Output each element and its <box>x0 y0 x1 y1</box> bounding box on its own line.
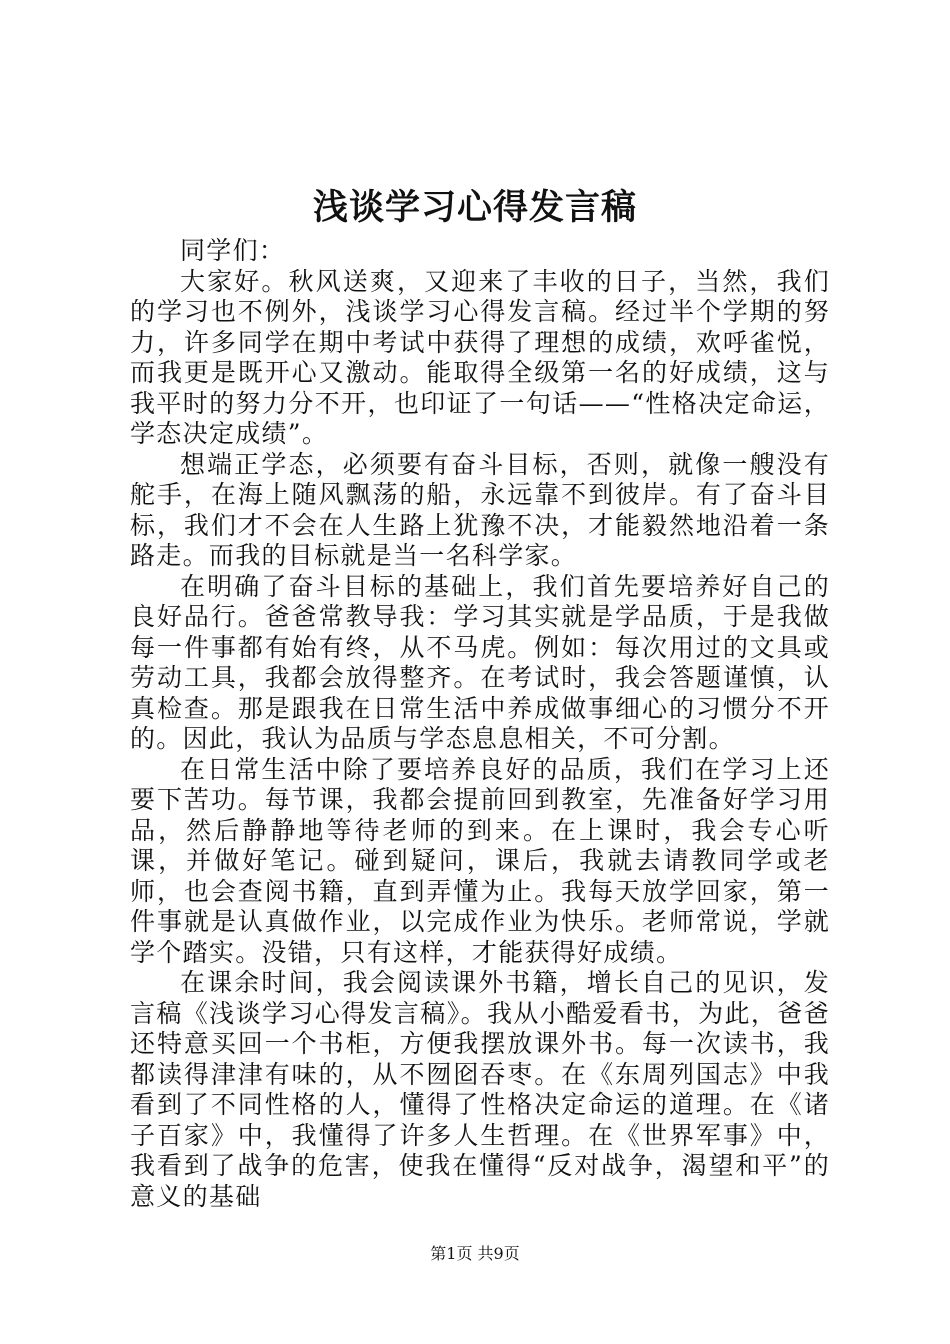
page-footer: 第1页 共9页 <box>430 1244 520 1263</box>
paragraph-greeting: 同学们： <box>180 236 286 265</box>
paragraph-reading: 在课余时间，我会阅读课外书籍，增长自己的见识，发言稿《浅谈学习心得发言稿》。我从小酷爱看书，为此，爸爸还特意买回一个书柜，方便我摆放课外书。每一次读书，我都读得津津有味的，从不囫囵吞枣。在《东周列国志》中我看到了不同性格的人，懂得了性格决定命运的道理。在《诸子百家》中，我懂得了许多人生哲理。在《世界军事》中，我看到了战争的危害，使我在懂得“反对战争，渴望和平”的意义的基础 <box>130 968 830 1211</box>
document-title: 浅谈学习心得发言稿 <box>312 187 637 228</box>
paragraph-study: 在日常生活中除了要培养良好的品质，我们在学习上还要下苦功。每节课，我都会提前回到教室，先准备好学习用品，然后静静地等待老师的到来。在上课时，我会专心听课，并做好笔记。碰到疑问，课后，我就去请教同学或老师，也会查阅书籍，直到弄懂为止。我每天放学回家，第一件事就是认真做作业，以完成作业为快乐。老师常说，学就学个踏实。没错，只有这样，才能获得好成绩。 <box>130 754 830 967</box>
paragraph-goal: 想端正学态，必须要有奋斗目标，否则，就像一艘没有舵手，在海上随风飘荡的船，永远靠不到彼岸。有了奋斗目标，我们才不会在人生路上犹豫不决，才能毅然地沿着一条路走。而我的目标就是当一名科学家。 <box>130 449 830 570</box>
paragraph-intro: 大家好。秋风送爽，又迎来了丰收的日子，当然，我们的学习也不例外，浅谈学习心得发言稿。经过半个学期的努力，许多同学在期中考试中获得了理想的成绩，欢呼雀悦，而我更是既开心又激动。能取得全级第一名的好成绩，这与我平时的努力分不开，也印证了一句话——“性格决定命运，学态决定成绩”。 <box>130 266 830 448</box>
document-body <box>130 236 830 1212</box>
paragraph-character: 在明确了奋斗目标的基础上，我们首先要培养好自己的良好品行。爸爸常教导我：学习其实就是学品质，于是我做每一件事都有始有终，从不马虎。例如：每次用过的文具或劳动工具，我都会放得整齐。在考试时，我会答题谨慎，认真检查。那是跟我在日常生活中养成做事细心的习惯分不开的。因此，我认为品质与学态息息相关，不可分割。 <box>130 571 830 753</box>
